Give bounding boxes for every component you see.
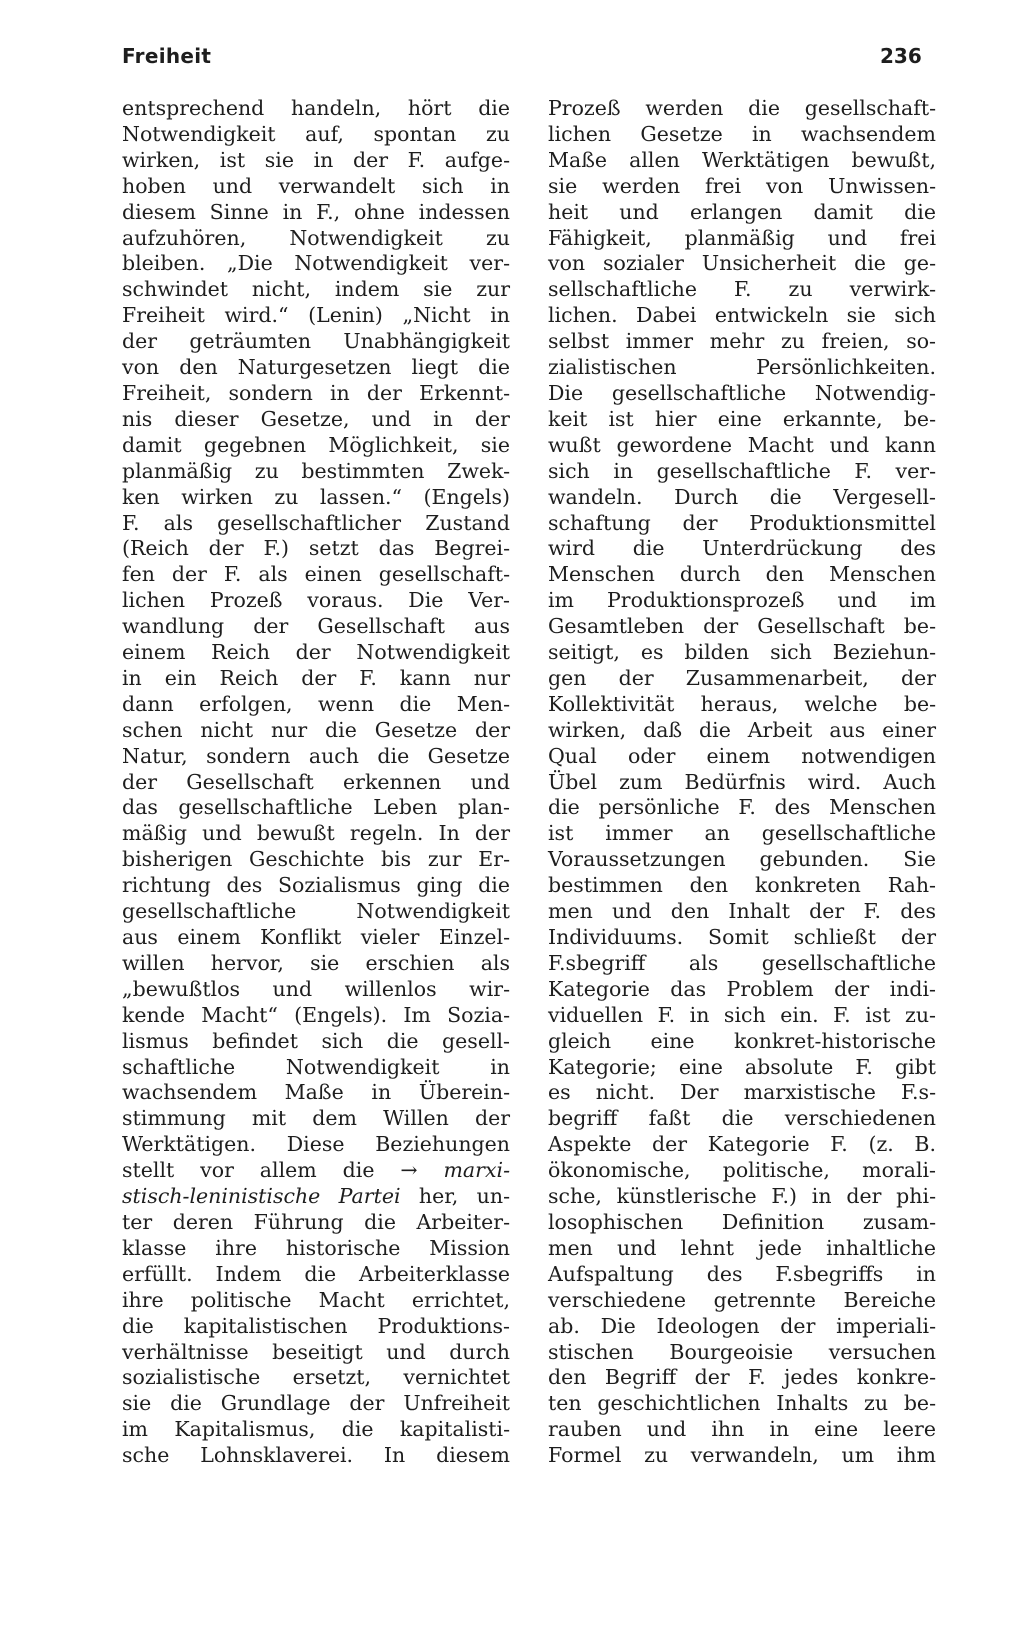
text-line: Kategorie das Problem der indi-	[548, 976, 936, 1001]
text-line: seitigt, es bilden sich Beziehun-	[548, 640, 936, 665]
text-line: ter deren Führung die Arbeiter-	[122, 1209, 510, 1234]
text-line: damit gegebnen Möglichkeit, sie	[122, 432, 510, 457]
text-line: sie die Grundlage der Unfreiheit	[122, 1391, 510, 1416]
text-line: Individuums. Somit schließt der	[548, 925, 936, 949]
text-line: mäßig und bewußt regeln. In der	[122, 821, 510, 846]
text-line: klasse ihre historische Mission	[122, 1235, 510, 1260]
text-line: heit und erlangen damit die	[548, 199, 936, 224]
text-line: sche Lohnsklaverei. In diesem	[122, 1443, 510, 1468]
text-line: sellschaftliche F. zu verwirk-	[548, 277, 936, 302]
text-line: von sozialer Unsicherheit die ge-	[548, 251, 936, 276]
text-line: men und lehnt jede inhaltliche	[548, 1235, 936, 1260]
text-line: ist immer an gesellschaftliche	[548, 821, 936, 846]
text-line: Freiheit wird.“ (Lenin) „Nicht in	[122, 303, 510, 328]
text-line: sie werden frei von Unwissen-	[548, 173, 936, 198]
text-line: Maße allen Werktätigen bewußt,	[548, 147, 936, 172]
text-line: Notwendigkeit auf, spontan zu	[122, 121, 510, 146]
text-line: stisch-leninistische Partei her, un-	[122, 1184, 511, 1209]
text-line: lichen Prozeß voraus. Die Ver-	[122, 588, 510, 613]
text-line: zialistischen Persönlichkeiten.	[548, 355, 936, 380]
text-line: schaftliche Notwendigkeit in	[122, 1054, 510, 1079]
text-line: erfüllt. Indem die Arbeiterklasse	[122, 1261, 510, 1286]
text-line: nis dieser Gesetze, und in der	[122, 406, 510, 431]
text-line: Menschen durch den Menschen	[548, 562, 936, 587]
text-line: verschiedene getrennte Bereiche	[548, 1287, 936, 1312]
text-line: hoben und verwandelt sich in	[122, 173, 510, 198]
text-line: ab. Die Ideologen der imperiali-	[548, 1313, 936, 1338]
text-line: im Kapitalismus, die kapitalisti-	[122, 1417, 510, 1442]
text-line: stischen Bourgeoisie versuchen	[548, 1339, 936, 1364]
text-line: richtung des Sozialismus ging die	[122, 873, 510, 898]
text-line: wachsendem Maße in Überein-	[122, 1080, 510, 1105]
text-line: „bewußtlos und willenlos wir-	[122, 976, 510, 1001]
text-line: begriff faßt die verschiedenen	[548, 1106, 936, 1131]
text-line: ihre politische Macht errichtet,	[122, 1287, 510, 1312]
text-line: gen der Zusammenarbeit, der	[548, 665, 936, 690]
text-line: viduellen F. in sich ein. F. ist zu-	[548, 1002, 936, 1027]
text-line: stellt vor allem die → marxi-	[122, 1158, 510, 1183]
text-line: sich in gesellschaftliche F. ver-	[548, 458, 936, 483]
text-line: verhältnisse beseitigt und durch	[122, 1339, 510, 1364]
text-line: selbst immer mehr zu freien, so-	[548, 329, 936, 354]
text-line: lichen Gesetze in wachsendem	[548, 121, 936, 146]
text-line: bleiben. „Die Notwendigkeit ver-	[122, 251, 510, 276]
text-line: Kategorie; eine absolute F. gibt	[548, 1054, 936, 1079]
text-line: wirken, ist sie in der F. aufge-	[122, 147, 510, 172]
text-line: im Produktionsprozeß und im	[548, 588, 936, 613]
text-line: kende Macht“ (Engels). Im Sozia-	[122, 1002, 510, 1027]
text-line: Aspekte der Kategorie F. (z. B.	[548, 1132, 936, 1157]
right-text-column	[548, 96, 936, 1469]
text-line: die kapitalistischen Produktions-	[122, 1313, 510, 1338]
text-line: der geträumten Unabhängigkeit	[122, 329, 510, 354]
running-head: Freiheit	[122, 44, 212, 68]
text-line: sozialistische ersetzt, vernichtet	[122, 1365, 510, 1390]
text-line: F. als gesellschaftlicher Zustand	[122, 510, 510, 535]
text-line: aus einem Konflikt vieler Einzel-	[122, 925, 510, 949]
text-line: es nicht. Der marxistische F.s-	[548, 1080, 936, 1105]
text-line: Fähigkeit, planmäßig und frei	[548, 225, 936, 250]
text-line: lismus befindet sich die gesell-	[122, 1028, 510, 1053]
text-line: Voraussetzungen gebunden. Sie	[548, 847, 936, 872]
text-line: lichen. Dabei entwickeln sie sich	[548, 303, 936, 328]
text-line: losophischen Definition zusam-	[548, 1209, 936, 1234]
text-line: Freiheit, sondern in der Erkennt-	[122, 380, 510, 405]
text-line: bestimmen den konkreten Rah-	[548, 873, 936, 898]
text-line: fen der F. als einen gesellschaft-	[122, 562, 510, 587]
text-line: schwindet nicht, indem sie zur	[122, 277, 510, 302]
text-line: Natur, sondern auch die Gesetze	[122, 743, 510, 768]
text-line: einem Reich der Notwendigkeit	[122, 640, 510, 665]
text-line: aufzuhören, Notwendigkeit zu	[122, 225, 510, 250]
text-line: ökonomische, politische, morali-	[548, 1158, 936, 1183]
text-line: die persönliche F. des Menschen	[548, 795, 936, 820]
text-line: ken wirken zu lassen.“ (Engels)	[122, 484, 510, 509]
text-line: sche, künstlerische F.) in der phi-	[548, 1184, 936, 1209]
text-line: Die gesellschaftliche Notwendig-	[548, 380, 936, 405]
text-line: der Gesellschaft erkennen und	[122, 769, 510, 794]
text-line: Formel zu verwandeln, um ihm	[548, 1443, 936, 1468]
text-line: Werktätigen. Diese Beziehungen	[122, 1132, 510, 1157]
text-line: wird die Unterdrückung des	[548, 536, 936, 561]
text-line: planmäßig zu bestimmten Zwek-	[122, 458, 510, 483]
text-line: willen hervor, sie erschien als	[122, 950, 510, 975]
text-line: rauben und ihn in eine leere	[548, 1417, 936, 1442]
text-line: Prozeß werden die gesellschaft-	[548, 96, 936, 120]
text-line: den Begriff der F. jedes konkre-	[548, 1365, 936, 1390]
text-line: (Reich der F.) setzt das Begrei-	[122, 536, 510, 561]
text-line: wandlung der Gesellschaft aus	[122, 614, 510, 639]
text-line: Gesamtleben der Gesellschaft be-	[548, 614, 936, 639]
text-line: in ein Reich der F. kann nur	[122, 665, 510, 690]
text-line: wußt gewordene Macht und kann	[548, 432, 936, 457]
text-line: das gesellschaftliche Leben plan-	[122, 795, 510, 820]
text-line: keit ist hier eine erkannte, be-	[548, 406, 936, 431]
left-text-column	[122, 96, 510, 1469]
text-line: gesellschaftliche Notwendigkeit	[122, 899, 510, 924]
text-line: gleich eine konkret-historische	[548, 1028, 936, 1053]
text-line: schen nicht nur die Gesetze der	[122, 717, 510, 742]
text-line: Qual oder einem notwendigen	[548, 743, 936, 768]
text-line: von den Naturgesetzen liegt die	[122, 355, 510, 380]
page-number: 236	[880, 44, 922, 68]
text-line: entsprechend handeln, hört die	[122, 96, 510, 120]
text-line: bisherigen Geschichte bis zur Er-	[122, 847, 510, 872]
text-line: wirken, daß die Arbeit aus einer	[548, 717, 936, 742]
text-line: F.sbegriff als gesellschaftliche	[548, 950, 936, 975]
text-line: Kollektivität heraus, welche be-	[548, 691, 936, 716]
text-line: dann erfolgen, wenn die Men-	[122, 691, 510, 716]
text-line: diesem Sinne in F., ohne indessen	[122, 199, 510, 224]
text-line: Übel zum Bedürfnis wird. Auch	[548, 769, 936, 794]
text-line: wandeln. Durch die Vergesell-	[548, 484, 936, 509]
text-line: men und den Inhalt der F. des	[548, 899, 936, 924]
text-line: Aufspaltung des F.sbegriffs in	[548, 1261, 936, 1286]
text-line: schaftung der Produktionsmittel	[548, 510, 936, 535]
text-line: ten geschichtlichen Inhalts zu be-	[548, 1391, 936, 1416]
text-line: stimmung mit dem Willen der	[122, 1106, 510, 1131]
